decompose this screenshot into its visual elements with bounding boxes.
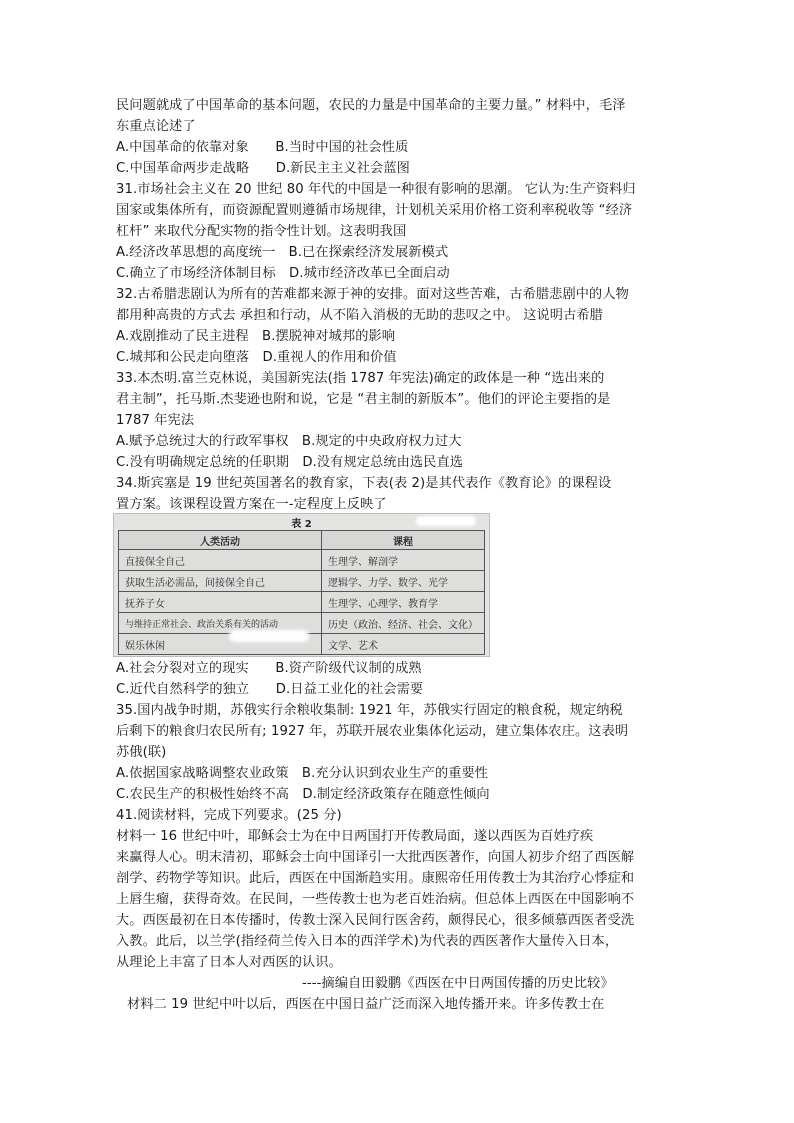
table-cell: 直接保全自己 xyxy=(119,550,322,571)
text-line: 杠杆” 来取代分配实物的指令性计划。这表明我国 xyxy=(116,224,407,239)
table-cell: 获取生活必需品，间接保全自己 xyxy=(119,571,322,592)
table-row xyxy=(119,550,485,571)
text-line: 民问题就成了中国革命的基本问题，农民的力量是中国革命的主要力量。” 材料中，毛泽 xyxy=(116,98,626,113)
table-cell: 逻辑学、力学、数学、光学 xyxy=(322,571,485,592)
table-cell: 与维持正常社会、政治关系有关的活动 xyxy=(119,613,322,634)
table-cell: 文学、艺术 xyxy=(322,634,485,655)
text-line: 大。西医最初在日本传播时，传教士深入民间行医舍药，颇得民心，很多倾慕西医者受洗 xyxy=(116,913,635,928)
table-cell: 娱乐休闲 xyxy=(119,634,322,655)
question-32: 32.古希腊悲剧认为所有的苦难都来源于神的安排。面对这些苦难，古希腊悲剧中的人物 xyxy=(116,287,629,302)
table-header-row xyxy=(119,531,485,550)
text-line: 从理论上丰富了日本人对西医的认识。 xyxy=(116,955,342,970)
option-line: C.近代自然科学的独立 D.日益工业化的社会需要 xyxy=(116,682,424,697)
table-cell: 生理学、心理学、教育学 xyxy=(322,592,485,613)
text-line: 国家或集体所有，而资源配置则遵循市场规律，计划机关采用价格工资利率税收等 “经济 xyxy=(116,203,633,218)
table-row xyxy=(119,592,485,613)
material-2: 材料二 19 世纪中叶以后，西医在中国日益广泛而深入地传播开来。许多传教士在 xyxy=(127,997,605,1012)
text-line: 入教。此后，以兰学(指经荷兰传入日本的西洋学术)为代表的西医著作大量传入日本， xyxy=(116,934,619,949)
table-header: 课程 xyxy=(322,531,485,550)
text-line: 剖学、药物学等知识。此后，西医在中国渐趋实用。康熙帝任用传教士为其治疗心悸症和 xyxy=(116,871,635,886)
table-2-image xyxy=(113,513,490,657)
text-line: 后剩下的粮食归农民所有; 1927 年，苏联开展农业集体化运动，建立集体农庄。这表明 xyxy=(116,724,629,739)
table-cell: 抚养子女 xyxy=(119,592,322,613)
option-line: A.戏剧推动了民主进程 B.摆脱神对城邦的影响 xyxy=(116,329,396,344)
option-line: A.赋予总统过大的行政军事权 B.规定的中央政府权力过大 xyxy=(116,434,462,449)
table-cell: 历史（政治、经济、社会、文化） xyxy=(322,613,485,634)
option-line: C.城邦和公民走向堕落 D.重视人的作用和价值 xyxy=(116,350,397,365)
text-line: 上唇生瘤，获得奇效。在民间，一些传教士也为老百姓治病。但总体上西医在中国影响不 xyxy=(116,892,635,907)
question-35: 35.国内战争时期，苏俄实行余粮收集制: 1921 年，苏俄实行固定的粮食税，规定纳税 xyxy=(116,703,623,718)
option-line: C.农民生产的积极性始终不高 D.制定经济政策存在随意性倾向 xyxy=(116,787,490,802)
erased-mark xyxy=(229,630,309,642)
material-1: 材料一 16 世纪中叶，耶稣会士为在中日两国打开传教局面，遂以西医为百姓疗疾 xyxy=(116,829,594,844)
text-line: 置方案。该课程设置方案在一-定程度上反映了 xyxy=(116,497,387,512)
text-line: 苏俄(联) xyxy=(116,745,167,760)
option-line: A.经济改革思想的高度统一 B.已在探索经济发展新模式 xyxy=(116,245,449,260)
question-41: 41.阅读材料，完成下列要求。(25 分) xyxy=(116,808,342,823)
text-line: 东重点论述了 xyxy=(116,119,196,134)
question-31: 31.市场社会主义在 20 世纪 80 年代的中国是一种很有影响的思潮。 它认为:生产资料归 xyxy=(116,182,636,197)
source-citation: ----摘编自田毅鹏《西医在中日两国传播的历史比较》 xyxy=(302,976,614,991)
text-line: 来赢得人心。明末清初，耶稣会士向中国译引一大批西医著作，向国人初步介绍了西医解 xyxy=(116,850,635,865)
option-line: C.确立了市场经济体制目标 D.城市经济改革已全面启动 xyxy=(116,266,450,281)
table-header: 人类活动 xyxy=(119,531,322,550)
text-line: 1787 年宪法 xyxy=(116,413,195,428)
text-line: 君主制”，托马斯.杰斐逊也附和说，它是 “君主制的新版本”。他们的评论主要指的是 xyxy=(116,392,611,407)
question-34: 34.斯宾塞是 19 世纪英国著名的教育家，下表(表 2)是其代表作《教育论》的课程设 xyxy=(116,476,612,491)
table-caption: 表 2 xyxy=(291,519,312,530)
question-33: 33.本杰明.富兰克林说，美国新宪法(指 1787 年宪法)确定的政体是一种 “选出来的 xyxy=(116,371,605,386)
option-line: A.中国革命的依靠对象 B.当时中国的社会性质 xyxy=(116,140,409,155)
option-line: C.中国革命两步走战略 D.新民主主义社会蓝图 xyxy=(116,161,410,176)
text-line: 都用种高贵的方式去 承担和行动，从不陷入消极的无助的悲叹之中。 这说明古希腊 xyxy=(116,308,603,323)
table-row xyxy=(119,571,485,592)
option-line: A.依据国家战略调整农业政策 B.充分认识到农业生产的重要性 xyxy=(116,766,489,781)
option-line: C.没有明确规定总统的任职期 D.没有规定总统由选民直选 xyxy=(116,455,464,470)
option-line: A.社会分裂对立的现实 B.资产阶级代议制的成熟 xyxy=(116,661,422,676)
erased-mark xyxy=(416,516,476,526)
table-cell: 生理学、解剖学 xyxy=(322,550,485,571)
